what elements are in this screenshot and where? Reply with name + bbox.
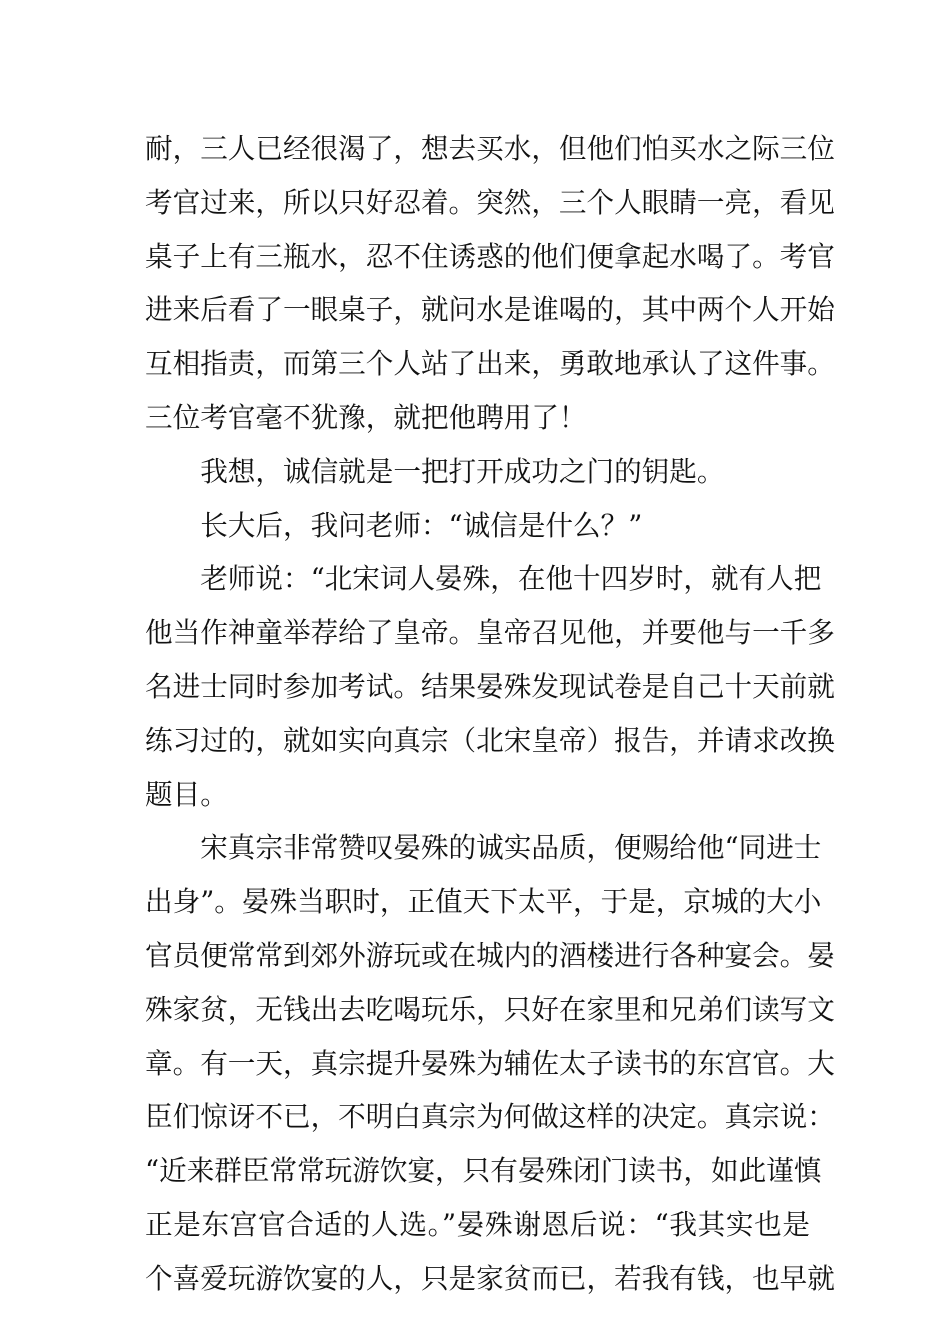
- text-line: 三位考官毫不犹豫，就把他聘用了！: [145, 400, 587, 434]
- text-line: 殊家贫，无钱出去吃喝玩乐，只好在家里和兄弟们读写文: [145, 992, 835, 1026]
- text-line: 桌子上有三瓶水，忍不住诱惑的他们便拿起水喝了。考官: [145, 239, 835, 273]
- text-line: 臣们惊讶不已，不明白真宗为何做这样的决定。真宗说：: [145, 1100, 835, 1134]
- text-line: 章。有一天，真宗提升晏殊为辅佐太子读书的东宫官。大: [145, 1046, 835, 1080]
- text-line: 互相指责，而第三个人站了出来，勇敢地承认了这件事。: [145, 347, 835, 381]
- text-line: 出身”。晏殊当职时，正值天下太平，于是，京城的大小: [145, 885, 822, 919]
- text-line: 官员便常常到郊外游玩或在城内的酒楼进行各种宴会。晏: [145, 938, 835, 972]
- text-line: 耐，三人已经很渴了，想去买水，但他们怕买水之际三位: [145, 132, 835, 165]
- text-line: 题目。: [145, 777, 228, 811]
- body-text: [145, 122, 835, 1306]
- text-line: 练习过的，就如实向真宗（北宋皇帝）报告，并请求改换: [145, 723, 835, 757]
- text-line: 进来后看了一眼桌子，就问水是谁喝的，其中两个人开始: [145, 293, 835, 327]
- text-line: 名进士同时参加考试。结果晏殊发现试卷是自己十天前就: [145, 669, 835, 703]
- text-line: 个喜爱玩游饮宴的人，只是家贫而已，若我有钱，也早就: [145, 1261, 835, 1295]
- text-line: 他当作神童举荐给了皇帝。皇帝召见他，并要他与一千多: [145, 616, 835, 650]
- text-line: 正是东宫官合适的人选。”晏殊谢恩后说：“我其实也是: [145, 1207, 810, 1241]
- text-line: 我想，诚信就是一把打开成功之门的钥匙。: [145, 454, 725, 488]
- text-line: “近来群臣常常玩游饮宴，只有晏殊闭门读书，如此谨慎: [145, 1154, 822, 1188]
- text-line: 老师说：“北宋词人晏殊，在他十四岁时，就有人把: [145, 562, 822, 596]
- text-line: 考官过来，所以只好忍着。突然，三个人眼睛一亮，看见: [145, 185, 835, 219]
- text-line: 宋真宗非常赞叹晏殊的诚实品质，便赐给他“同进士: [145, 831, 822, 865]
- text-line: 长大后，我问老师：“诚信是什么？”: [145, 508, 643, 542]
